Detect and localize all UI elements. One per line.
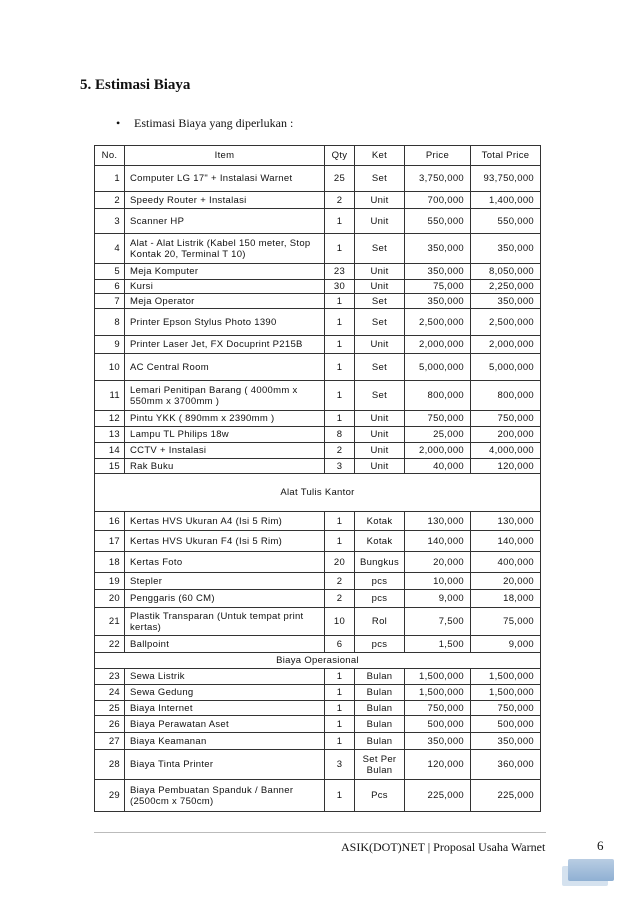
cell-no: 17: [95, 531, 125, 552]
cell-ket: pcs: [355, 573, 405, 590]
cell-no: 28: [95, 750, 125, 780]
cell-total-price: 1,500,000: [471, 685, 541, 701]
table-row: [95, 443, 541, 459]
col-header-qty: Qty: [325, 146, 355, 166]
cell-item: Meja Operator: [125, 294, 325, 309]
cell-total-price: 350,000: [471, 733, 541, 750]
cell-qty: 2: [325, 590, 355, 608]
cell-no: 24: [95, 685, 125, 701]
cell-qty: 1: [325, 336, 355, 354]
cell-price: 3,750,000: [405, 166, 471, 192]
cell-no: 7: [95, 294, 125, 309]
cell-no: 6: [95, 280, 125, 294]
table-row: [95, 701, 541, 716]
cell-qty: 25: [325, 166, 355, 192]
table-section-row: [95, 474, 541, 512]
table-row: [95, 280, 541, 294]
cell-ket: Set: [355, 309, 405, 336]
cell-total-price: 2,000,000: [471, 336, 541, 354]
cell-item: Biaya Tinta Printer: [125, 750, 325, 780]
cell-price: 500,000: [405, 716, 471, 733]
cell-ket: Bungkus: [355, 552, 405, 573]
cell-price: 700,000: [405, 192, 471, 209]
cell-no: 13: [95, 427, 125, 443]
cell-ket: Unit: [355, 427, 405, 443]
cell-total-price: 9,000: [471, 636, 541, 653]
cell-ket: Kotak: [355, 512, 405, 531]
cell-no: 14: [95, 443, 125, 459]
cell-qty: 1: [325, 685, 355, 701]
cell-qty: 1: [325, 354, 355, 381]
cell-total-price: 225,000: [471, 780, 541, 812]
table-row: [95, 552, 541, 573]
cell-no: 27: [95, 733, 125, 750]
cell-no: 21: [95, 608, 125, 636]
bullet-line: [116, 116, 293, 131]
cell-no: 1: [95, 166, 125, 192]
cell-price: 350,000: [405, 234, 471, 264]
cell-price: 9,000: [405, 590, 471, 608]
cell-ket: Set: [355, 234, 405, 264]
cell-price: 225,000: [405, 780, 471, 812]
cell-ket: Unit: [355, 264, 405, 280]
footer-text: ASIK(DOT)NET | Proposal Usaha Warnet: [341, 840, 546, 854]
table-row: [95, 411, 541, 427]
cell-ket: Set: [355, 381, 405, 411]
cell-item: Biaya Pembuatan Spanduk / Banner (2500cm x 750cm): [125, 780, 325, 812]
table-row: [95, 192, 541, 209]
cell-no: 4: [95, 234, 125, 264]
cell-price: 750,000: [405, 701, 471, 716]
table-row: [95, 669, 541, 685]
cell-price: 800,000: [405, 381, 471, 411]
cell-no: 3: [95, 209, 125, 234]
cell-price: 2,000,000: [405, 443, 471, 459]
cell-item: Pintu YKK ( 890mm x 2390mm ): [125, 411, 325, 427]
cell-qty: 1: [325, 531, 355, 552]
cell-item: Biaya Perawatan Aset: [125, 716, 325, 733]
table-row: [95, 294, 541, 309]
table-section-row: [95, 653, 541, 669]
cell-item: Printer Epson Stylus Photo 1390: [125, 309, 325, 336]
cell-ket: Set: [355, 166, 405, 192]
cell-no: 9: [95, 336, 125, 354]
table-row: [95, 427, 541, 443]
cell-item: Computer LG 17" + Instalasi Warnet: [125, 166, 325, 192]
cell-no: 2: [95, 192, 125, 209]
cell-ket: Set Per Bulan: [355, 750, 405, 780]
table-row: [95, 685, 541, 701]
cell-no: 25: [95, 701, 125, 716]
cell-qty: 1: [325, 512, 355, 531]
cell-item: Printer Laser Jet, FX Docuprint P215B: [125, 336, 325, 354]
cell-item: CCTV + Instalasi: [125, 443, 325, 459]
cell-qty: 1: [325, 716, 355, 733]
cell-ket: Bulan: [355, 701, 405, 716]
bullet-text: Estimasi Biaya yang diperlukan :: [134, 116, 294, 130]
cell-qty: 23: [325, 264, 355, 280]
cell-ket: Set: [355, 294, 405, 309]
cell-item: Kertas HVS Ukuran F4 (Isi 5 Rim): [125, 531, 325, 552]
table-row: [95, 636, 541, 653]
cell-qty: 1: [325, 780, 355, 812]
cell-qty: 1: [325, 701, 355, 716]
cell-total-price: 130,000: [471, 512, 541, 531]
cell-price: 2,500,000: [405, 309, 471, 336]
cell-total-price: 4,000,000: [471, 443, 541, 459]
cell-total-price: 750,000: [471, 411, 541, 427]
cell-total-price: 360,000: [471, 750, 541, 780]
cell-price: 25,000: [405, 427, 471, 443]
cell-item: AC Central Room: [125, 354, 325, 381]
section-label: Alat Tulis Kantor: [95, 474, 541, 512]
bullet-dot-icon: •: [116, 116, 121, 130]
cell-qty: 8: [325, 427, 355, 443]
col-header-price: Price: [405, 146, 471, 166]
cell-no: 10: [95, 354, 125, 381]
cell-total-price: 800,000: [471, 381, 541, 411]
cell-price: 7,500: [405, 608, 471, 636]
cell-ket: Unit: [355, 411, 405, 427]
cell-total-price: 350,000: [471, 234, 541, 264]
cell-total-price: 75,000: [471, 608, 541, 636]
cell-qty: 1: [325, 294, 355, 309]
cell-no: 22: [95, 636, 125, 653]
cell-qty: 1: [325, 234, 355, 264]
cell-qty: 1: [325, 669, 355, 685]
cell-ket: Unit: [355, 459, 405, 474]
table-row: [95, 512, 541, 531]
table-row: [95, 264, 541, 280]
cell-total-price: 93,750,000: [471, 166, 541, 192]
section-heading: 5. Estimasi Biaya: [80, 77, 191, 93]
cell-no: 26: [95, 716, 125, 733]
cell-price: 1,500: [405, 636, 471, 653]
cell-qty: 1: [325, 381, 355, 411]
cell-qty: 1: [325, 733, 355, 750]
table-header-row: [95, 146, 541, 166]
cell-item: Penggaris (60 CM): [125, 590, 325, 608]
col-header-no: No.: [95, 146, 125, 166]
cell-item: Biaya Keamanan: [125, 733, 325, 750]
cell-price: 130,000: [405, 512, 471, 531]
col-header-total-price: Total Price: [471, 146, 541, 166]
cell-price: 10,000: [405, 573, 471, 590]
table-row: [95, 750, 541, 780]
cell-item: Plastik Transparan (Untuk tempat print kertas): [125, 608, 325, 636]
cell-ket: Set: [355, 354, 405, 381]
cell-ket: pcs: [355, 636, 405, 653]
cell-price: 750,000: [405, 411, 471, 427]
cell-price: 140,000: [405, 531, 471, 552]
table-row: [95, 234, 541, 264]
cell-ket: Bulan: [355, 716, 405, 733]
cell-no: 5: [95, 264, 125, 280]
cell-qty: 30: [325, 280, 355, 294]
cell-no: 15: [95, 459, 125, 474]
cell-no: 29: [95, 780, 125, 812]
cell-item: Kertas HVS Ukuran A4 (Isi 5 Rim): [125, 512, 325, 531]
cell-total-price: 140,000: [471, 531, 541, 552]
cell-item: Alat - Alat Listrik (Kabel 150 meter, Stop Kontak 20, Terminal T 10): [125, 234, 325, 264]
table-row: [95, 336, 541, 354]
cell-price: 350,000: [405, 294, 471, 309]
page-tab-decoration: [568, 859, 614, 881]
cell-total-price: 8,050,000: [471, 264, 541, 280]
cell-item: Biaya Internet: [125, 701, 325, 716]
cell-total-price: 350,000: [471, 294, 541, 309]
cell-price: 1,500,000: [405, 685, 471, 701]
cell-total-price: 500,000: [471, 716, 541, 733]
cell-total-price: 5,000,000: [471, 354, 541, 381]
cell-qty: 1: [325, 309, 355, 336]
cell-total-price: 20,000: [471, 573, 541, 590]
table-row: [95, 459, 541, 474]
cell-total-price: 2,250,000: [471, 280, 541, 294]
cell-ket: Pcs: [355, 780, 405, 812]
table-row: [95, 354, 541, 381]
cell-ket: Bulan: [355, 685, 405, 701]
cell-price: 40,000: [405, 459, 471, 474]
cell-ket: Bulan: [355, 733, 405, 750]
footer-divider: [94, 832, 546, 833]
cell-total-price: 750,000: [471, 701, 541, 716]
cell-qty: 20: [325, 552, 355, 573]
cell-ket: Unit: [355, 192, 405, 209]
cell-price: 2,000,000: [405, 336, 471, 354]
cell-no: 8: [95, 309, 125, 336]
cell-ket: Unit: [355, 443, 405, 459]
cell-total-price: 1,400,000: [471, 192, 541, 209]
table-row: [95, 608, 541, 636]
cell-item: Lampu TL Philips 18w: [125, 427, 325, 443]
cell-no: 12: [95, 411, 125, 427]
cell-item: Stepler: [125, 573, 325, 590]
table-row: [95, 733, 541, 750]
cost-estimate-table: [94, 145, 541, 812]
page-number: 6: [597, 838, 604, 853]
table-row: [95, 573, 541, 590]
cell-total-price: 120,000: [471, 459, 541, 474]
cell-price: 350,000: [405, 264, 471, 280]
cell-ket: pcs: [355, 590, 405, 608]
cell-total-price: 400,000: [471, 552, 541, 573]
cell-no: 23: [95, 669, 125, 685]
cell-no: 19: [95, 573, 125, 590]
cell-qty: 2: [325, 573, 355, 590]
table-row: [95, 166, 541, 192]
cell-qty: 10: [325, 608, 355, 636]
cell-price: 350,000: [405, 733, 471, 750]
cell-total-price: 550,000: [471, 209, 541, 234]
table-body: [95, 166, 541, 812]
cell-price: 550,000: [405, 209, 471, 234]
section-label: Biaya Operasional: [95, 653, 541, 669]
cell-item: Scanner HP: [125, 209, 325, 234]
cell-qty: 6: [325, 636, 355, 653]
cell-ket: Kotak: [355, 531, 405, 552]
cell-qty: 1: [325, 209, 355, 234]
cell-price: 120,000: [405, 750, 471, 780]
cell-total-price: 18,000: [471, 590, 541, 608]
cell-price: 5,000,000: [405, 354, 471, 381]
cell-item: Sewa Gedung: [125, 685, 325, 701]
cell-ket: Rol: [355, 608, 405, 636]
cell-item: Lemari Penitipan Barang ( 4000mm x 550mm x 3700mm ): [125, 381, 325, 411]
table-row: [95, 381, 541, 411]
cell-qty: 3: [325, 459, 355, 474]
cell-qty: 3: [325, 750, 355, 780]
table-row: [95, 716, 541, 733]
cell-no: 18: [95, 552, 125, 573]
cell-ket: Unit: [355, 280, 405, 294]
cell-total-price: 2,500,000: [471, 309, 541, 336]
cell-ket: Unit: [355, 336, 405, 354]
cell-ket: Bulan: [355, 669, 405, 685]
cell-price: 1,500,000: [405, 669, 471, 685]
cell-item: Kursi: [125, 280, 325, 294]
cell-total-price: 1,500,000: [471, 669, 541, 685]
cell-total-price: 200,000: [471, 427, 541, 443]
col-header-ket: Ket: [355, 146, 405, 166]
cell-no: 11: [95, 381, 125, 411]
cell-qty: 2: [325, 192, 355, 209]
cell-item: Rak Buku: [125, 459, 325, 474]
cell-no: 20: [95, 590, 125, 608]
cell-price: 75,000: [405, 280, 471, 294]
col-header-item: Item: [125, 146, 325, 166]
table-row: [95, 780, 541, 812]
table-row: [95, 309, 541, 336]
cell-ket: Unit: [355, 209, 405, 234]
cell-no: 16: [95, 512, 125, 531]
cell-item: Sewa Listrik: [125, 669, 325, 685]
cell-qty: 1: [325, 411, 355, 427]
table-row: [95, 209, 541, 234]
cell-item: Meja Komputer: [125, 264, 325, 280]
table-row: [95, 531, 541, 552]
cell-item: Kertas Foto: [125, 552, 325, 573]
table-row: [95, 590, 541, 608]
cell-item: Ballpoint: [125, 636, 325, 653]
cell-qty: 2: [325, 443, 355, 459]
cell-item: Speedy Router + Instalasi: [125, 192, 325, 209]
cell-price: 20,000: [405, 552, 471, 573]
